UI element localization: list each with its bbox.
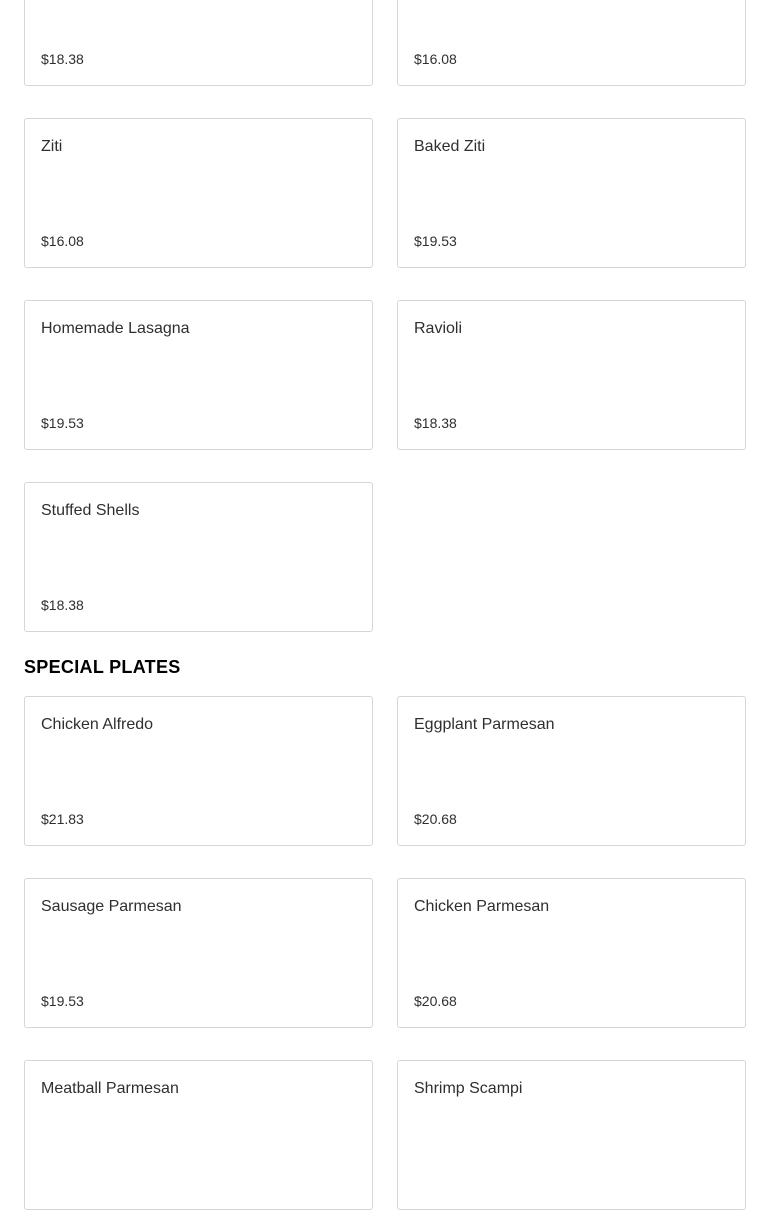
item-name: Ziti xyxy=(41,138,63,155)
menu-item-card[interactable] xyxy=(24,0,373,86)
item-name: Chicken Alfredo xyxy=(41,716,154,733)
item-name: Homemade Lasagna xyxy=(41,320,190,337)
menu-item-card[interactable] xyxy=(24,482,373,632)
item-name: Ravioli xyxy=(414,320,463,337)
menu-item-card[interactable] xyxy=(24,1060,373,1210)
item-name: Sausage Parmesan xyxy=(41,898,182,915)
item-name: Stuffed Shells xyxy=(41,502,140,519)
item-name: Eggplant Parmesan xyxy=(414,716,555,733)
item-price: $16.08 xyxy=(414,51,457,67)
menu-item-card[interactable] xyxy=(24,300,373,450)
menu-item-card[interactable] xyxy=(397,300,746,450)
menu-item-card[interactable] xyxy=(397,696,746,846)
item-name: Shrimp Scampi xyxy=(414,1080,523,1097)
menu-item-card[interactable] xyxy=(397,1060,746,1210)
menu-item-card[interactable] xyxy=(24,878,373,1028)
item-name: Baked Ziti xyxy=(414,138,486,155)
item-price: $18.38 xyxy=(41,597,84,613)
menu-item-card[interactable] xyxy=(397,118,746,268)
item-price: $19.53 xyxy=(41,993,84,1009)
item-price: $20.68 xyxy=(414,993,457,1009)
item-price: $21.83 xyxy=(41,811,84,827)
item-price: $18.38 xyxy=(414,415,457,431)
item-name: Chicken Parmesan xyxy=(414,898,550,915)
item-price: $19.53 xyxy=(414,233,457,249)
item-price: $18.38 xyxy=(41,51,84,67)
menu-item-card[interactable] xyxy=(24,118,373,268)
section-title-special-plates: SPECIAL PLATES xyxy=(24,657,181,677)
menu-item-card[interactable] xyxy=(397,878,746,1028)
item-price: $20.68 xyxy=(414,811,457,827)
item-name: Meatball Parmesan xyxy=(41,1080,179,1097)
menu-item-card[interactable] xyxy=(397,0,746,86)
menu-item-card[interactable] xyxy=(24,696,373,846)
item-price: $16.08 xyxy=(41,233,84,249)
item-price: $19.53 xyxy=(41,415,84,431)
